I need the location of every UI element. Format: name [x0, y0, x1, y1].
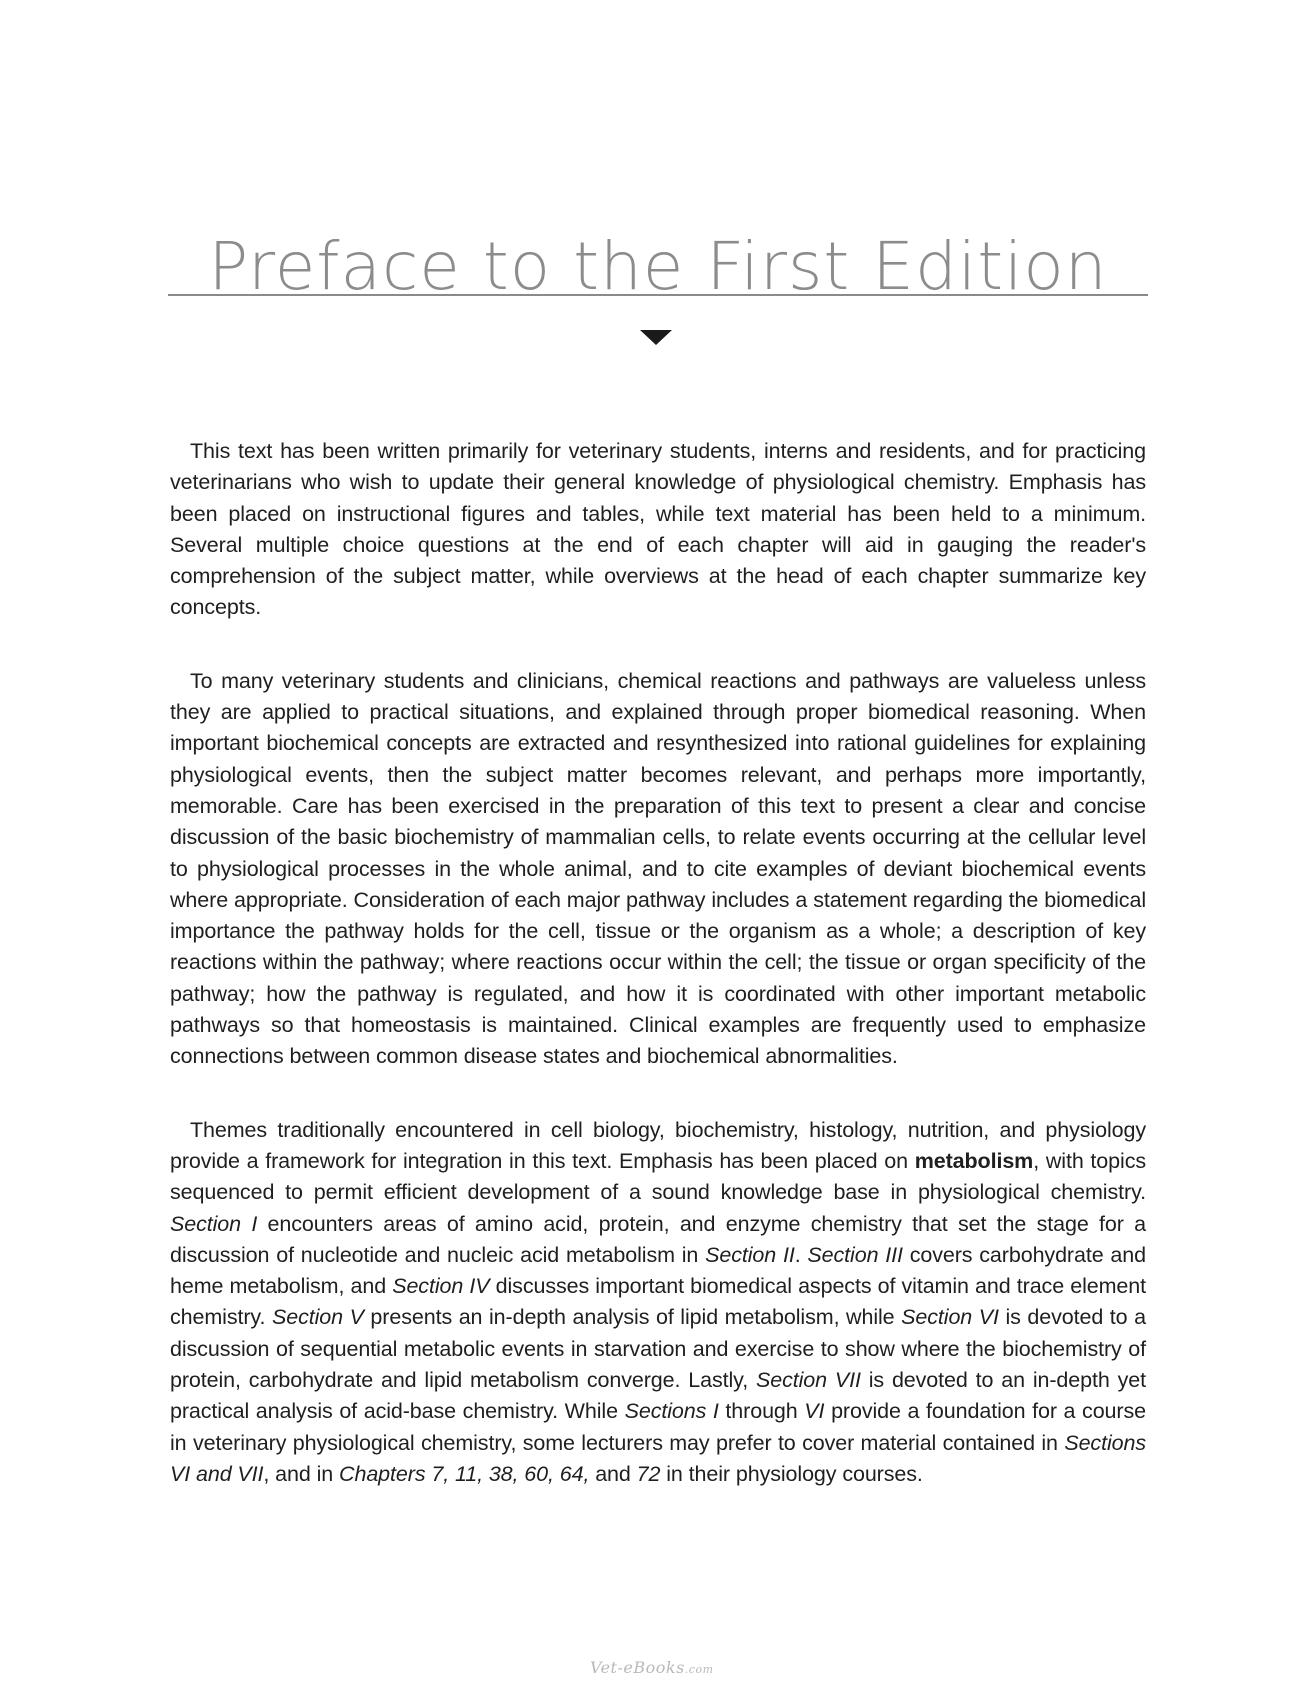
text-run: To many veterinary students and clinicians, chemical reactions and pathways are valueless unless they are applied to practical situations, and explained through proper biomedical reasoning. When important biochemical concepts are extracted and resynthesized into rational guidelines for explaining physiological events, then the subject matter becomes relevant, and perhaps more importantly, memorable. Care has been exercised in the preparation of this text to present a clear and concise discussion of the basic biochemistry of mammalian cells, to relate events occurring at the cellular level to physiological processes in the whole animal, and to cite examples of deviant biochemical events where appropriate. Consideration of each major pathway includes a statement regarding the biomedical importance the pathway holds for the cell, tissue or the organism as a whole; a description of key reactions within the pathway; where reactions occur within the cell; the tissue or organ specificity of the pathway; how the pathway is regulated, and how it is coordinated with other important metabolic pathways so that homeostasis is maintained. Clinical examples are frequently used to emphasize connections between common disease states and biochemical abnormalities. — [170, 668, 1146, 1069]
text-run: VI — [804, 1399, 825, 1424]
paragraph-3 — [170, 1115, 1146, 1491]
text-run: metabolism — [914, 1148, 1034, 1173]
text-run: Section IV — [392, 1274, 490, 1299]
text-run: covers carbohydrate and heme metabolism, and — [170, 1242, 1146, 1299]
text-run: Sections I — [624, 1399, 719, 1424]
text-run: Section I — [170, 1211, 258, 1236]
paragraph-2 — [170, 666, 1146, 1073]
text-run: and — [589, 1461, 637, 1486]
text-run: Sections VI and VII — [170, 1430, 1146, 1486]
watermark-suffix: .com — [684, 1663, 714, 1676]
text-run: Chapters 7, 11, 38, 60, 64, — [339, 1461, 590, 1486]
down-triangle-icon — [640, 330, 672, 345]
text-run: is devoted to a discussion of sequential metabolic events in starvation and exercise to show where the biochemistry of protein, carbohydrate and lipid metabolism converge. Lastly, — [170, 1305, 1146, 1393]
text-run: Themes traditionally encountered in cell biology, biochemistry, histology, nutrition, and physiology provide a framework for integration in this text. Emphasis has been placed on — [170, 1117, 1146, 1173]
text-run: Section VII — [755, 1368, 861, 1393]
text-run: , with topics sequenced to permit efficient development of a sound knowledge base in physiological chemistry. — [170, 1148, 1146, 1205]
text-run: Section VI — [901, 1305, 999, 1330]
title-block — [168, 228, 1148, 305]
text-run: Section III — [807, 1242, 903, 1267]
text-run: encounters areas of amino acid, protein, and enzyme chemistry that set the stage for a discussion of nucleotide and nucleic acid metabolism in — [170, 1211, 1146, 1267]
text-run: This text has been written primarily for veterinary students, interns and residents, and for practicing veterinarians who wish to update their general knowledge of physiological chemistry. Emphasis has been placed on instructional figures and tables, while text material has been held to a minimum. Several multiple choice questions at the end of each chapter will aid in gauging the reader's comprehension of the subject matter, while overviews at the head of each chapter summarize key concepts. — [170, 439, 1146, 620]
text-run: through — [718, 1399, 805, 1424]
watermark-main: Vet-eBooks — [590, 1658, 685, 1677]
text-run: Section II — [705, 1242, 795, 1267]
text-run: 72 — [636, 1461, 661, 1486]
text-run: , and in — [263, 1461, 340, 1486]
text-run: provide a foundation for a course in veterinary physiological chemistry, some lecturers may prefer to cover material contained in — [170, 1399, 1146, 1455]
text-run: in their physiology courses. — [660, 1461, 923, 1486]
text-run: presents an in-depth analysis of lipid metabolism, while — [363, 1305, 902, 1330]
page-title: Preface to the First Edition — [208, 228, 1108, 305]
text-run: is devoted to an in-depth yet practical analysis of acid-base chemistry. While — [170, 1368, 1146, 1424]
text-run: Section V — [271, 1305, 364, 1330]
text-run: discusses important biomedical aspects of vitamin and trace element chemistry. — [170, 1274, 1147, 1330]
watermark-logo — [590, 1658, 714, 1677]
paragraph-1 — [170, 436, 1146, 624]
preface-body — [170, 436, 1146, 1532]
text-run: . — [794, 1242, 808, 1267]
